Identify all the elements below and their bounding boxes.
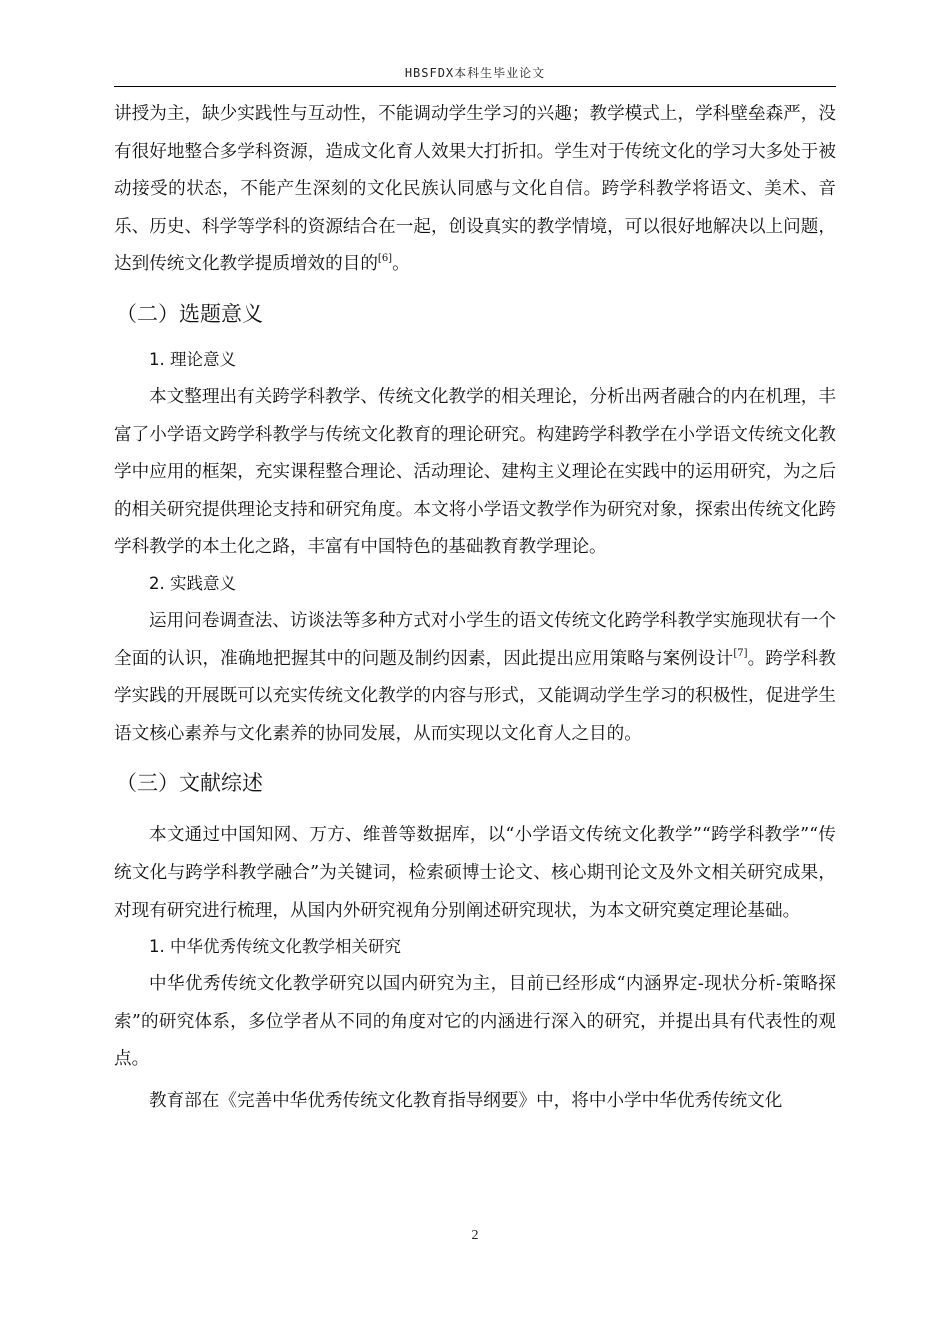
paragraph-text: 。跨学科教学实践的开展既可以充实传统文化教学的内容与形式，又能调动学生学习的积极性，促进学生语文核心素养与文化素养的协同发展，从而实现以文化育人之目的。 — [114, 648, 836, 744]
body-paragraph — [114, 96, 836, 284]
subsection-heading: 1. 中华优秀传统文化教学相关研究 — [149, 937, 401, 957]
paragraph-text: 运用问卷调查法、访谈法等多种方式对小学生的语文传统文化跨学科教学实施现状有一个全面的认识，准确地把握其中的问题及制约因素，因此提出应用策略与案例设计 — [114, 610, 836, 669]
paragraph-end: 。 — [392, 254, 410, 275]
paragraph-text: 讲授为主，缺少实践性与互动性，不能调动学生学习的兴趣；教学模式上，学科壁垒森严，没有很好地整合多学科资源，造成文化育人效果大打折扣。学生对于传统文化的学习大多处于被动接受的状态，不能产生深刻的文化民族认同感与文化自信。跨学科教学将语文、美术、音乐、历史、科学等学科的资源结合在一起，创设真实的教学情境，可以很好地解决以上问题，达到传统文化教学提质增效的目的 — [114, 104, 836, 275]
subsection-heading: 1. 理论意义 — [149, 349, 236, 369]
page-body — [114, 96, 836, 1120]
body-paragraph: 本文整理出有关跨学科教学、传统文化教学的相关理论，分析出两者融合的内在机理，丰富了小学语文跨学科教学与传统文化教育的理论研究。构建跨学科教学在小学语文传统文化教学中应用的框架，充实课程整合理论、活动理论、建构主义理论在实践中的运用研究，为之后的相关研究提供理论支持和研究角度。本文将小学语文教学作为研究对象，探索出传统文化跨学科教学的本土化之路，丰富有中国特色的基础教育教学理论。 — [114, 386, 836, 558]
subsection-heading: 2. 实践意义 — [149, 573, 236, 593]
section-heading: （二）选题意义 — [116, 301, 263, 326]
body-paragraph — [114, 603, 836, 753]
header-rule — [114, 86, 836, 87]
body-paragraph: 教育部在《完善中华优秀传统文化教育指导纲要》中，将中小学中华优秀传统文化 — [149, 1090, 783, 1111]
body-paragraph: 中华优秀传统文化教学研究以国内研究为主，目前已经形成“内涵界定-现状分析-策略探索”的研究体系，多位学者从不同的角度对它的内涵进行深入的研究，并提出具有代表性的观点。 — [114, 974, 836, 1070]
citation-marker: [6] — [377, 253, 393, 265]
section-heading: （三）文献综述 — [116, 771, 263, 796]
page-number: 2 — [471, 1228, 479, 1243]
running-header: HBSFDX本科生毕业论文 — [404, 66, 546, 80]
citation-marker: [7] — [733, 647, 748, 659]
body-paragraph: 本文通过中国知网、万方、维普等数据库，以“小学语文传统文化教学”“跨学科教学”“传统文化与跨学科教学融合”为关键词，检索硕博士论文、核心期刊论文及外文相关研究成果，对现有研究进行梳理，从国内外研究视角分别阐述研究现状，为本文研究奠定理论基础。 — [114, 825, 836, 921]
